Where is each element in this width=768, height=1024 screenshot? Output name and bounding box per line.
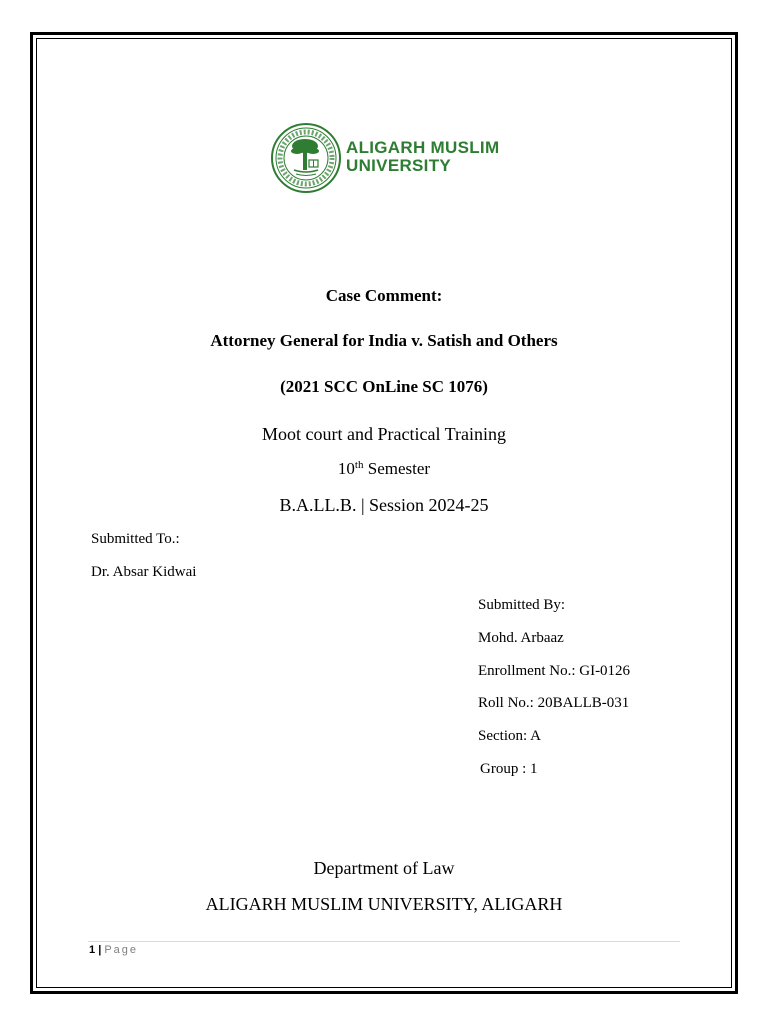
university-logo [270,122,510,194]
logo-line-1: ALIGARH MUSLIM [346,138,500,157]
submitted-to-name: Dr. Absar Kidwai [91,564,197,580]
university-logo-text [346,139,499,175]
title-case-name: Attorney General for India v. Satish and Others [210,331,558,350]
page-footer [89,944,138,956]
group: Group : 1 [480,761,538,777]
semester-suffix: th [354,459,364,471]
footer-divider [88,941,680,942]
title-citation: (2021 SCC OnLine SC 1076) [280,377,488,396]
roll-number: Roll No.: 20BALLB-031 [478,695,630,711]
submitted-by-label: Submitted By: [478,597,566,613]
section: Section: A [478,728,541,744]
course-name: Moot court and Practical Training [262,424,506,444]
program-session: B.A.LL.B. | Session 2024-25 [279,495,489,515]
semester-line [0,459,768,479]
enrollment-number: Enrollment No.: GI-0126 [478,663,631,679]
logo-line-2: UNIVERSITY [346,156,452,175]
submitted-to-label: Submitted To.: [91,531,180,547]
page-word: Page [104,944,139,956]
title-case-comment: Case Comment: [325,286,443,305]
university-name: ALIGARH MUSLIM UNIVERSITY, ALIGARH [205,894,563,914]
semester-number: 10 [337,459,355,478]
page-separator: | [98,944,102,956]
student-name: Mohd. Arbaaz [478,630,564,646]
page-number: 1 [89,944,96,956]
semester-word: Semester [367,459,431,478]
department-name: Department of Law [313,858,455,878]
university-seal-icon [270,122,342,194]
